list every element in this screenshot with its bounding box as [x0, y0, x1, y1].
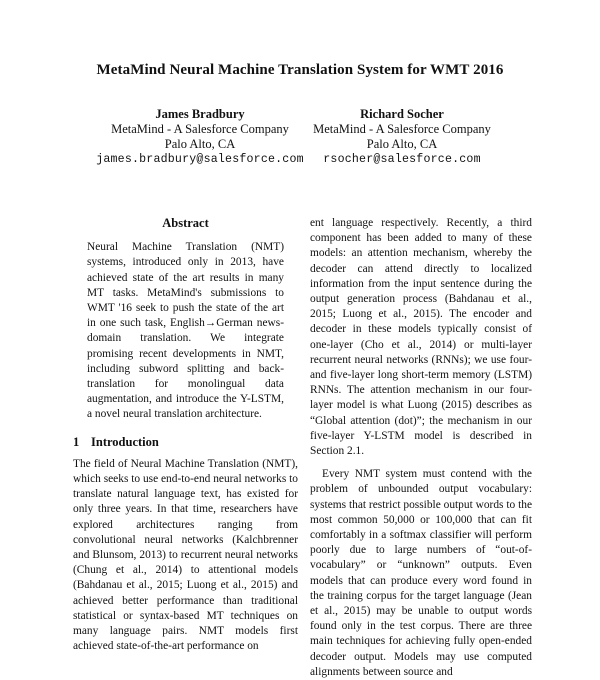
- section-title: Introduction: [91, 434, 159, 449]
- paper-title: MetaMind Neural Machine Translation System for WMT 2016: [96, 62, 504, 78]
- author-block: [85, 107, 315, 167]
- author-affiliation: MetaMind - A Salesforce Company: [111, 122, 289, 136]
- author-email: james.bradbury@salesforce.com: [96, 153, 304, 166]
- body-paragraph: Every NMT system must contend with the problem of unbounded output vocabulary: systems that restrict possible output words to the most common 50,000 or 100,000 that can fit comfortably in a softmax classifier will perform poorly due to large numbers of “out-of-vocabulary” or “unknown” outputs. Even models that can produce every word found in the training corpus for the target language (Jean et al., 2015) may be unable to output words found only in the test corpus. There are three main techniques for achieving fully open-ended decoder output. Models may use computed alignments between source and: [310, 468, 532, 678]
- author-name: Richard Socher: [360, 107, 444, 121]
- author-email: rsocher@salesforce.com: [323, 153, 481, 166]
- body-paragraph: ent language respectively. Recently, a third component has been added to many of these models: an attention mechanism, whereby the decoder can attend directly to localized information from the input sentence during the output generation process (Bahdanau et al., 2015; Luong et al., 2015). The encoder and decoder in these models typically consist of one-layer (Cho et al., 2014) or multi-layer recurrent neural networks (RNNs); we use four- and five-layer long short-term memory (LSTM) RNNs. The attention mechanism in our four-layer model is what Luong (2015) describes as “Global attention (dot)”; the mechanism in our five-layer Y-LSTM model is described in Section 2.1.: [310, 217, 532, 458]
- left-column: [73, 216, 298, 654]
- author-block: [287, 107, 517, 167]
- author-name: James Bradbury: [155, 107, 245, 121]
- section-number: 1: [73, 434, 80, 449]
- right-column: [310, 216, 532, 680]
- abstract-text: Neural Machine Translation (NMT) systems, introduced only in 2013, have achieved state of the art results in many MT tasks. MetaMind's submissions to WMT '16 seek to push the state of the art in one such task, English→German news-domain translation. We integrate promising recent developments in NMT, including subword splitting and back-translation for monolingual data augmentation, and introduce the Y-LSTM, a novel neural translation architecture.: [87, 241, 284, 421]
- author-affiliation: MetaMind - A Salesforce Company: [313, 122, 491, 136]
- section-heading: [73, 435, 298, 450]
- author-location: Palo Alto, CA: [164, 137, 236, 151]
- abstract-heading: Abstract: [162, 216, 209, 230]
- author-location: Palo Alto, CA: [366, 137, 438, 151]
- intro-paragraph: The field of Neural Machine Translation (NMT), which seeks to use end-to-end neural networks to translate natural language text, has existed for only three years. In that time, researchers have explored architectures ranging from convolutional neural networks (Kalchbrenner and Blunsom, 2013) to recurrent neural networks (Chung et al., 2014) to attentional models (Bahdanau et al., 2015; Luong et al., 2015) and achieved better performance than traditional statistical or syntax-based MT techniques on many language pairs. NMT models first achieved state-of-the-art performance on: [73, 457, 298, 653]
